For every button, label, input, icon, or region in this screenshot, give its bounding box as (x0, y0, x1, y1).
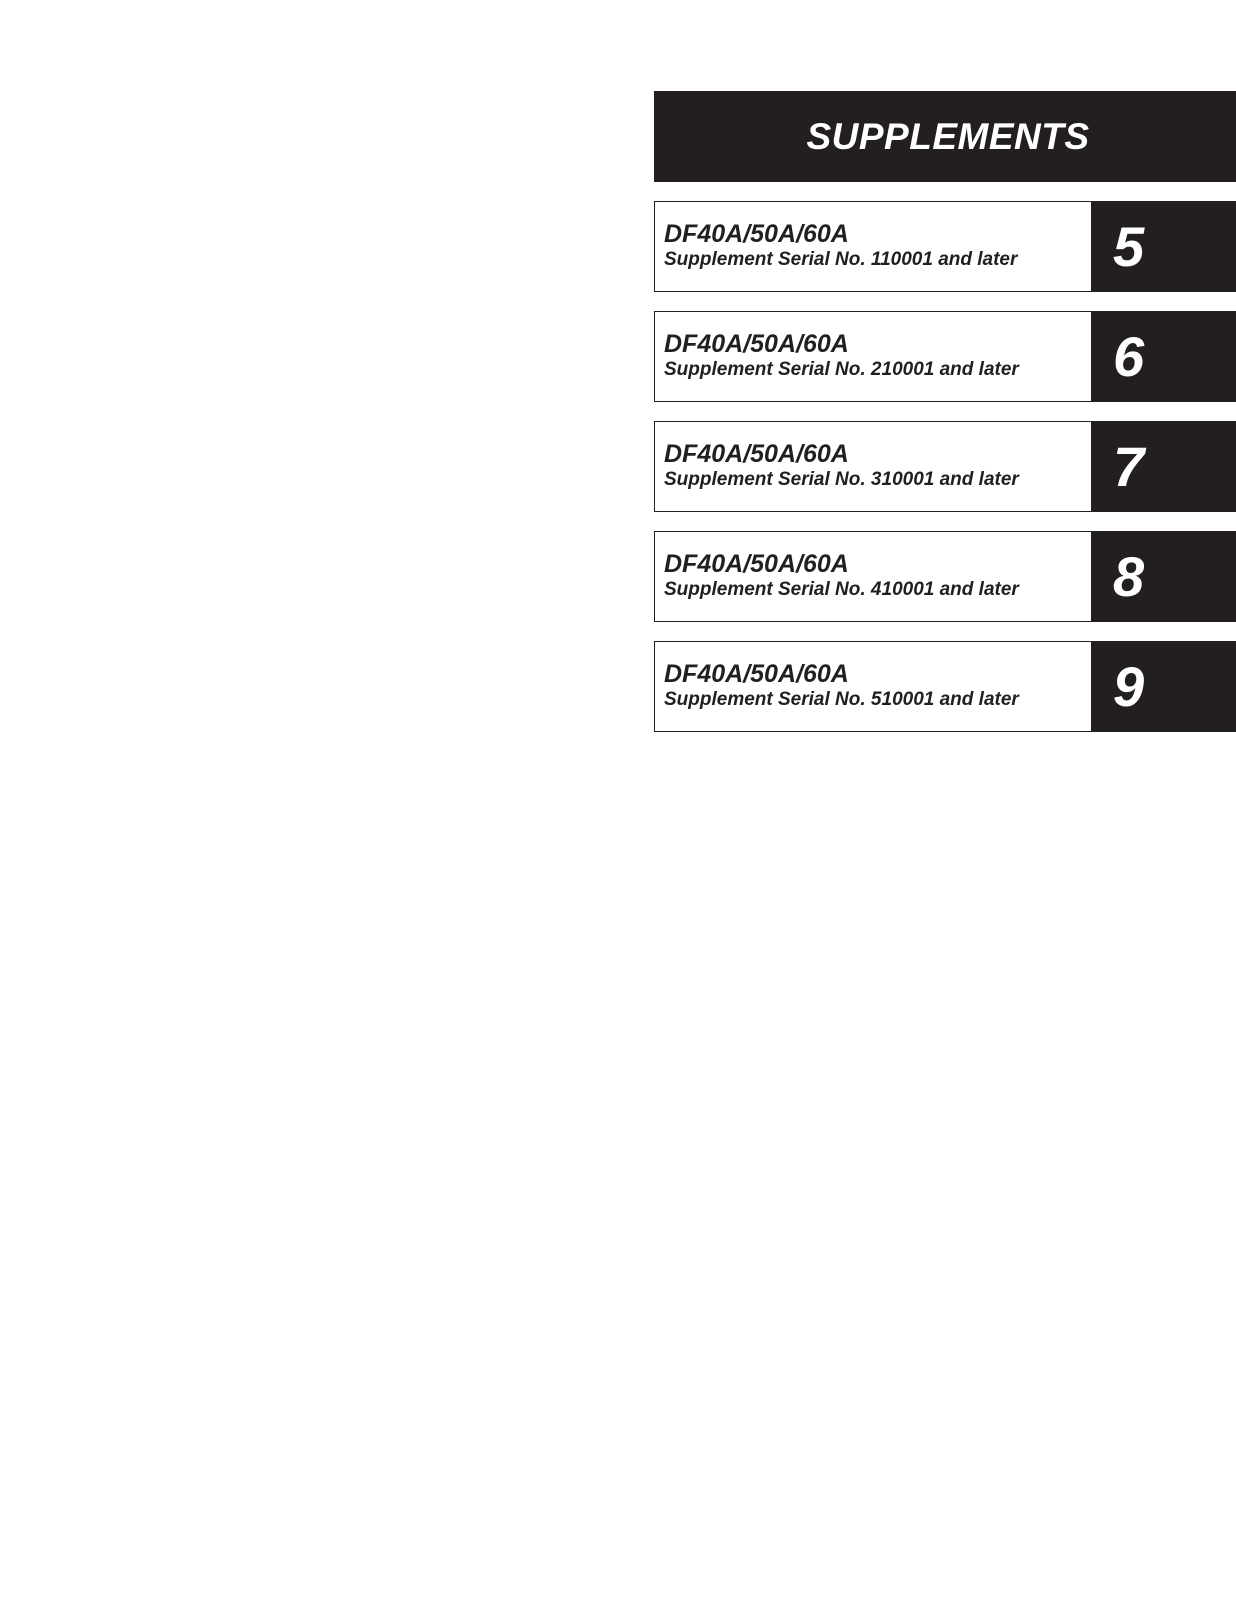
entry-model: DF40A/50A/60A (664, 440, 849, 468)
entry-serial: Supplement Serial No. 110001 and later (664, 249, 1018, 270)
entry-label-box (654, 641, 1091, 732)
page-title: SUPPLEMENTS (806, 115, 1090, 157)
section-tab[interactable] (1091, 421, 1236, 512)
supplement-entry-6[interactable] (654, 311, 1236, 402)
section-number: 5 (1113, 214, 1145, 278)
supplement-entry-5[interactable] (654, 201, 1236, 292)
entry-model: DF40A/50A/60A (664, 550, 849, 578)
entry-model: DF40A/50A/60A (664, 660, 849, 688)
supplement-entry-8[interactable] (654, 531, 1236, 622)
entry-label-box (654, 421, 1091, 512)
supplement-entry-9[interactable] (654, 641, 1236, 732)
section-number: 8 (1113, 544, 1145, 608)
supplements-header (654, 91, 1236, 182)
supplement-entry-7[interactable] (654, 421, 1236, 512)
entry-model: DF40A/50A/60A (664, 220, 849, 248)
section-number: 6 (1113, 324, 1145, 388)
entry-label-box (654, 311, 1091, 402)
section-number: 7 (1113, 434, 1145, 498)
entry-label-box (654, 531, 1091, 622)
entry-label-box (654, 201, 1091, 292)
section-tab[interactable] (1091, 641, 1236, 732)
section-tab[interactable] (1091, 531, 1236, 622)
entry-serial: Supplement Serial No. 510001 and later (664, 689, 1019, 710)
section-tab[interactable] (1091, 311, 1236, 402)
entry-serial: Supplement Serial No. 210001 and later (664, 359, 1019, 380)
entry-serial: Supplement Serial No. 410001 and later (664, 579, 1019, 600)
entry-model: DF40A/50A/60A (664, 330, 849, 358)
section-number: 9 (1113, 654, 1145, 718)
section-tab[interactable] (1091, 201, 1236, 292)
entry-serial: Supplement Serial No. 310001 and later (664, 469, 1019, 490)
